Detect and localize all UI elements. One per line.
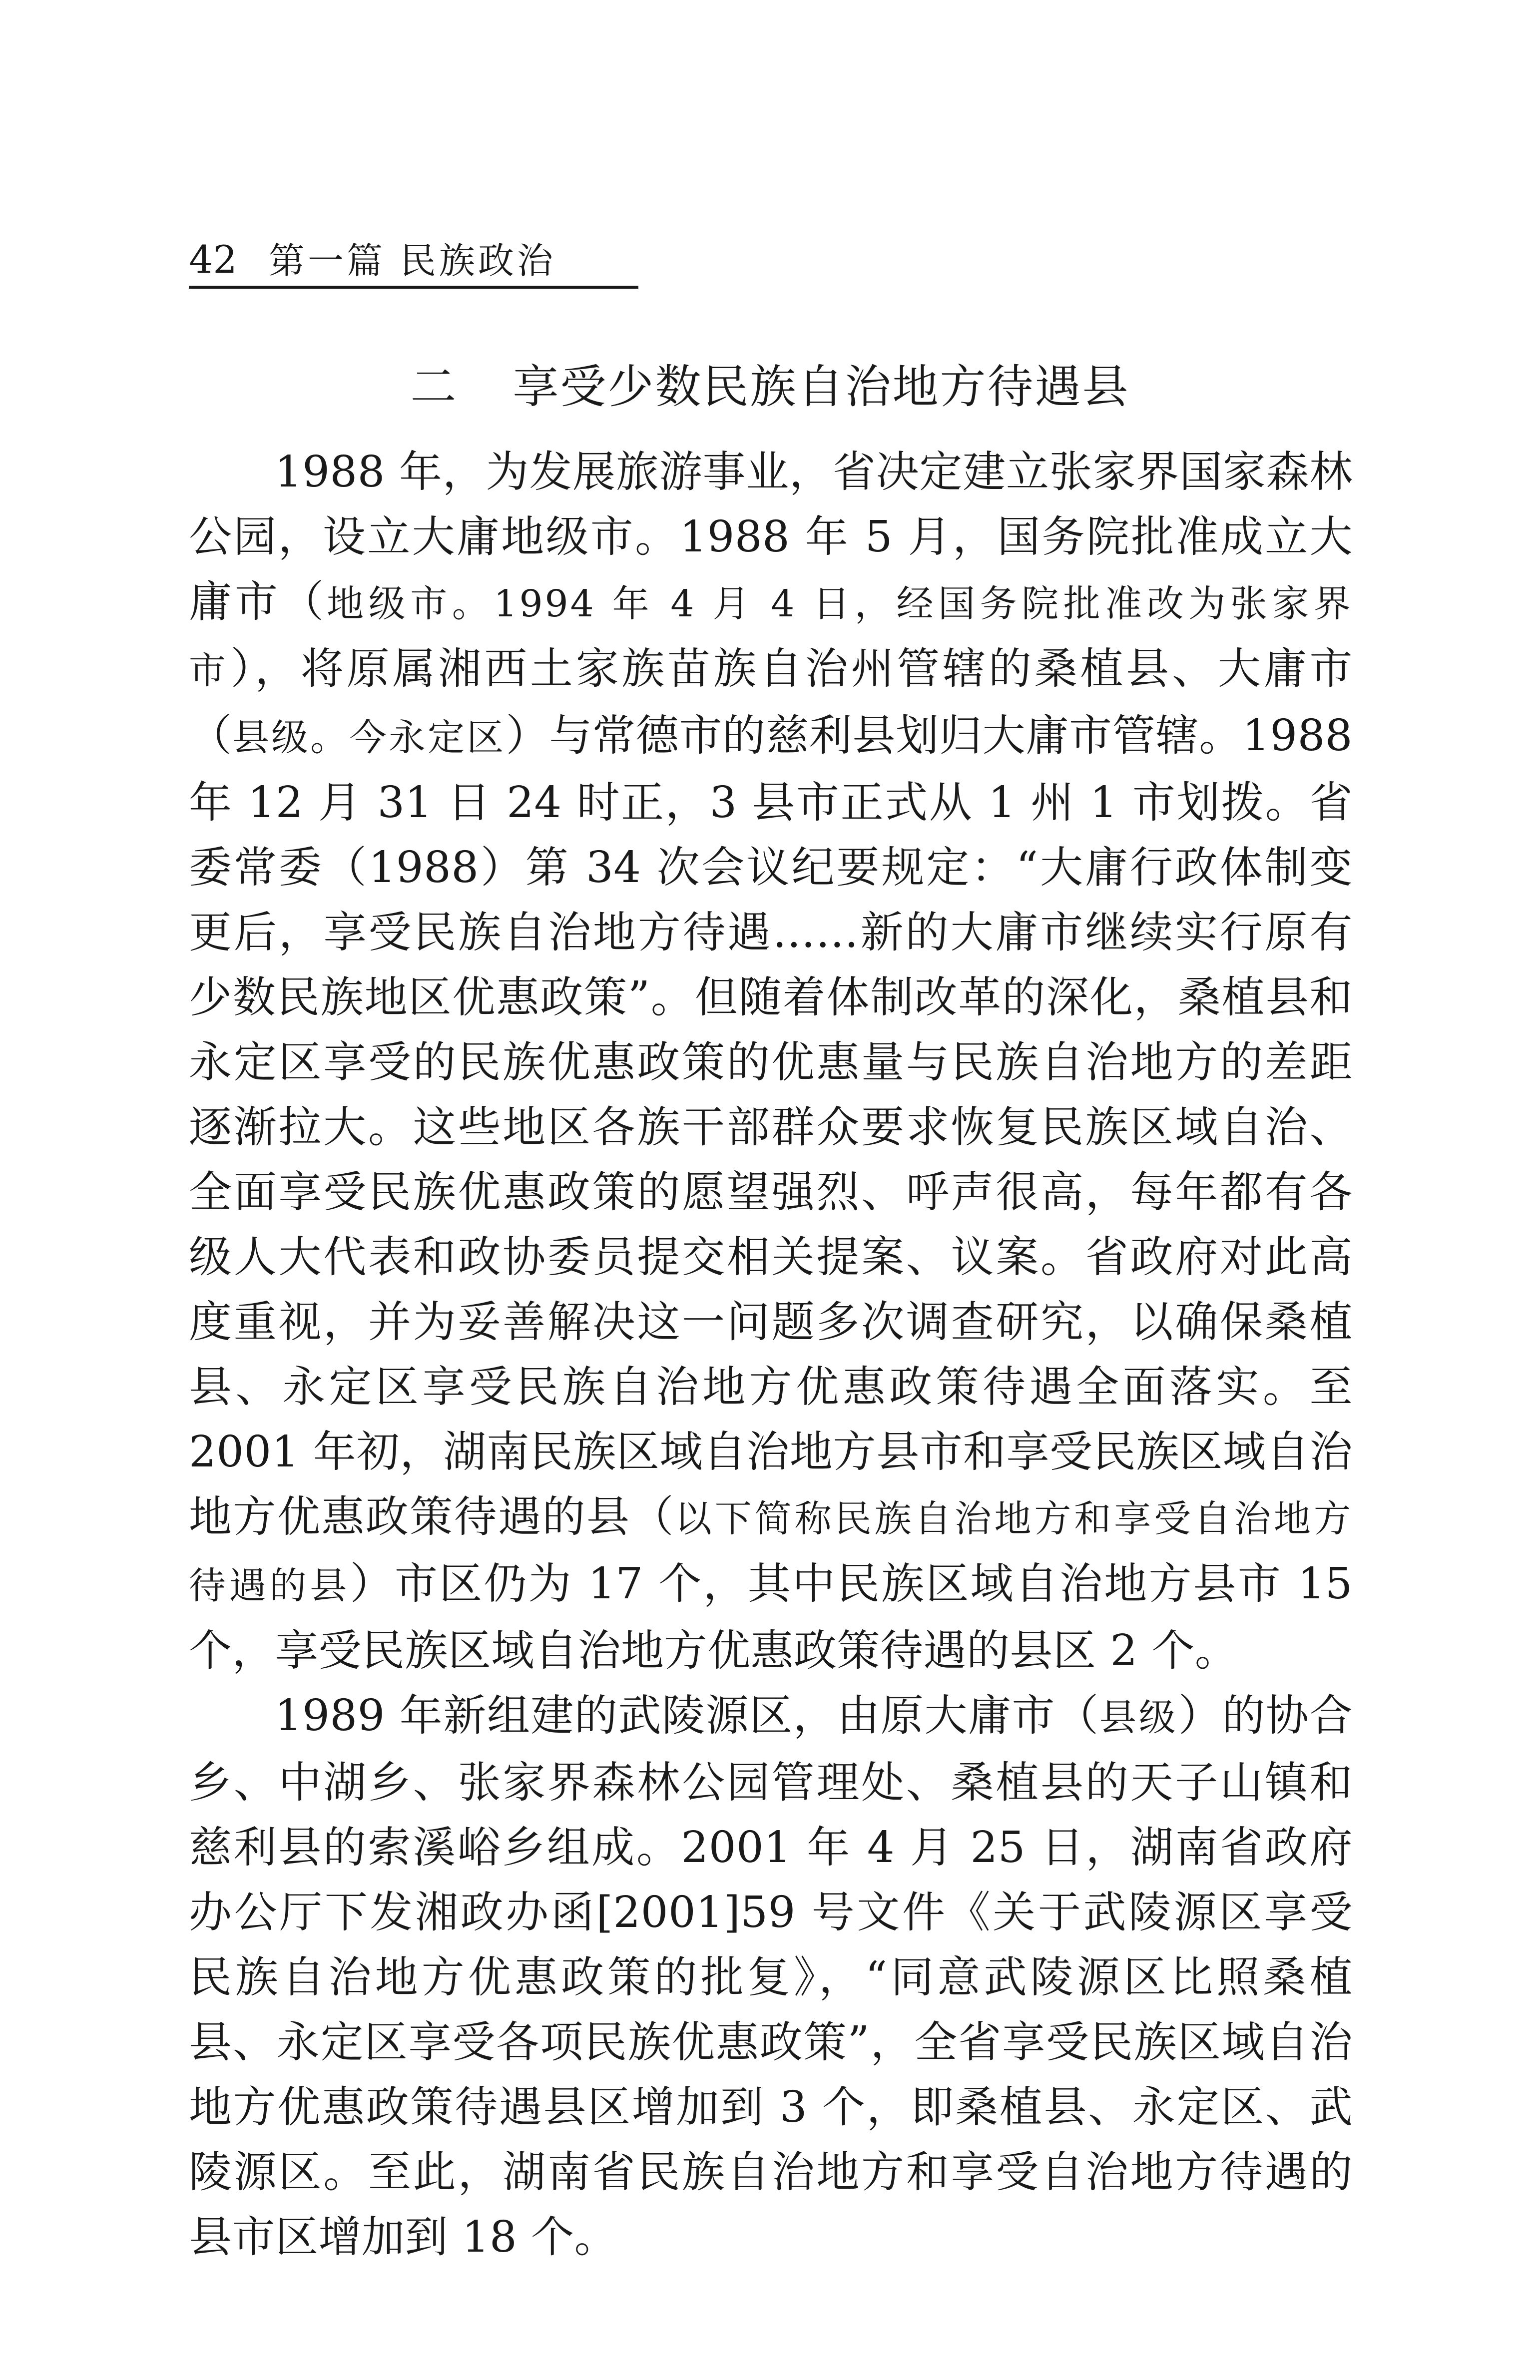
text-run: ）市区仍为 17 个，其中民族区域自治地方县市 15 个，享受民族区域自治地方优惠政策待遇的县区 2 个。	[189, 1559, 1353, 1676]
text-run: ），将原属湘西土家族苗族自治州管辖的桑植县、大庸市（	[189, 644, 1353, 761]
inline-note: 以下简称民族自治地方和享受自治地方待遇的县	[189, 1497, 1353, 1607]
header-rule	[189, 286, 638, 289]
text-run: 1988 年，为发展旅游事业，省决定建立张家界国家森林公园，设立大庸地级市。1988 年 5 月，国务院批准成立大庸市（	[189, 447, 1353, 627]
text-run: 1989 年新组建的武陵源区，由原大庸市（	[275, 1691, 1099, 1741]
section-title: 享受少数民族自治地方待遇县	[513, 360, 1130, 414]
part-title: 第一篇 民族政治	[269, 240, 556, 282]
section-number: 二	[410, 360, 458, 414]
body-text	[189, 440, 1353, 2270]
text-run: ）与常德市的慈利县划归大庸市管辖。1988 年 12 月 31 日 24 时正，3 县市正式从 1 州 1 市划拨。省委常委（1988）第 34 次会议纪要规定：“大庸行政体制变更后，享受民族自治地方待遇……新的大庸市继续实行原有少数民族地区优惠政策”。但随着体制改革的深化，桑植县和永定区享受的民族优惠政策的优惠量与民族自治地方的差距逐渐拉大。这些地区各族干部群众要求恢复民族区域自治、全面享受民族优惠政策的愿望强烈、呼声很高，每年都有各级人大代表和政协委员提交相关提案、议案。省政府对此高度重视，并为妥善解决这一问题多次调查研究，以确保桑植县、永定区享受民族自治地方优惠政策待遇全面落实。至 2001 年初，湖南民族区域自治地方县市和享受民族区域自治地方优惠政策待遇的县（	[189, 711, 1353, 1542]
text-run: ）的协合乡、中湖乡、张家界森林公园管理处、桑植县的天子山镇和慈利县的索溪峪乡组成。2001 年 4 月 25 日，湖南省政府办公厅下发湘政办函[2001]59 号文件《关于武陵源区享受民族自治地方优惠政策的批复》，“同意武陵源区比照桑植县、永定区享受各项民族优惠政策”，全省享受民族区域自治地方优惠政策待遇县区增加到 3 个，即桑植县、永定区、武陵源区。至此，湖南省民族自治地方和享受自治地方待遇的县市区增加到 18 个。	[189, 1691, 1353, 2262]
page-number: 42	[189, 237, 237, 282]
inline-note: 县级。今永定区	[232, 716, 506, 759]
inline-note: 地级市。1994 年 4 月 4 日，经国务院批准改为张家界市	[189, 582, 1353, 692]
inline-note: 县级	[1099, 1696, 1178, 1739]
paragraph-1	[189, 440, 1353, 1683]
running-header	[189, 235, 638, 290]
section-heading	[0, 352, 1540, 422]
paragraph-2	[189, 1683, 1353, 2270]
